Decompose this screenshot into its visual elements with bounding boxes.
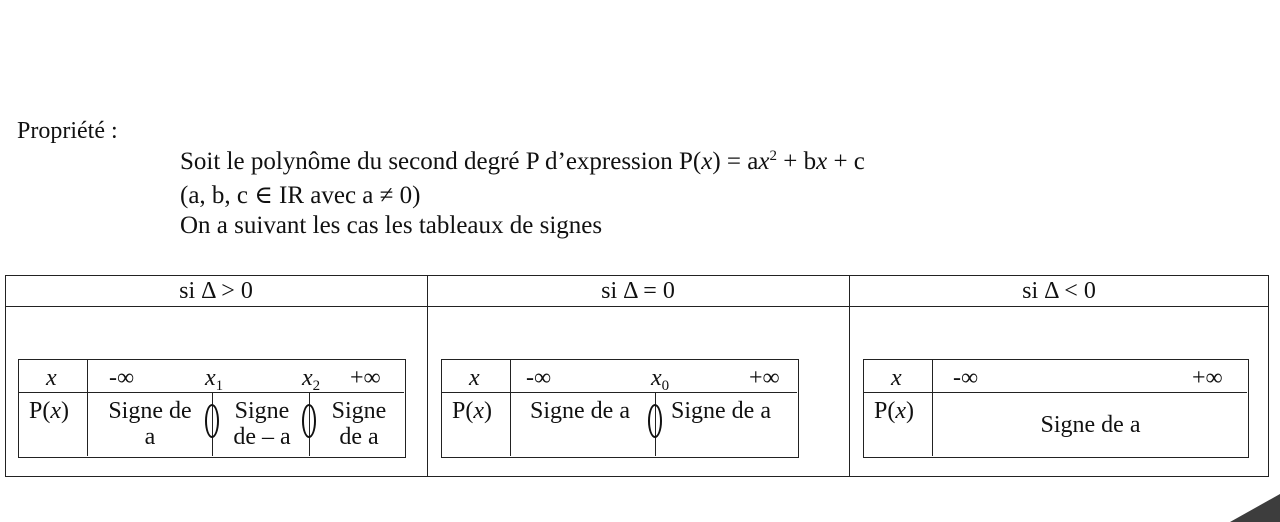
zero-mark-2 xyxy=(302,404,316,438)
table-row-divider xyxy=(442,392,797,393)
statement-line-1: Soit le polynôme du second degré P d’expression $P(x) = ax^2$ + bx + c xyxy=(180,148,865,175)
x-label: x xyxy=(46,365,57,391)
zero-mark-1 xyxy=(205,404,219,438)
p-of-x-label: P(x) xyxy=(452,398,492,424)
case-divider-2 xyxy=(849,275,850,477)
sign-cell-3: Signe de a xyxy=(331,398,387,450)
p-of-x-label: P(x) xyxy=(29,398,69,424)
plus-infinity: +∞ xyxy=(1192,365,1223,391)
zero-mark xyxy=(648,404,662,438)
case-header-negative: si Δ < 0 xyxy=(1022,278,1096,304)
plus-infinity: +∞ xyxy=(350,365,381,391)
sign-table-zero xyxy=(441,359,799,458)
sign-cell-2: Signe de – a xyxy=(233,398,291,450)
root-x0: $x_0$ xyxy=(651,365,670,394)
cases-header-divider xyxy=(5,306,1269,307)
sign-table-negative xyxy=(863,359,1249,458)
property-label: Propriété : xyxy=(17,118,118,144)
table-col-divider xyxy=(510,360,511,456)
minus-infinity: -∞ xyxy=(953,365,979,391)
x-label: x xyxy=(891,365,902,391)
sign-cell-1: Signe de a xyxy=(108,398,192,450)
minus-infinity: -∞ xyxy=(526,365,552,391)
minus-infinity: -∞ xyxy=(109,365,135,391)
sign-cell-right: Signe de a xyxy=(671,398,771,424)
plus-infinity: +∞ xyxy=(749,365,780,391)
case-header-positive: si Δ > 0 xyxy=(179,278,253,304)
root-x2: $x_2$ xyxy=(302,365,321,394)
statement-line-3: On a suivant les cas les tableaux de signes xyxy=(180,212,603,239)
case-divider-1 xyxy=(427,275,428,477)
table-col-divider xyxy=(932,360,933,456)
x-label: x xyxy=(469,365,480,391)
case-header-zero: si Δ = 0 xyxy=(601,278,675,304)
statement-line-2: (a, b, c ∈ IR avec a ≠ 0) xyxy=(180,182,421,209)
p-of-x-label: P(x) xyxy=(874,398,914,424)
page-curl-corner xyxy=(1230,494,1280,522)
table-col-divider xyxy=(87,360,88,456)
sign-cell-left: Signe de a xyxy=(530,398,630,424)
sign-cell: Signe de a xyxy=(1040,412,1141,438)
root-x1: $x_1$ xyxy=(205,365,224,394)
table-row-divider xyxy=(864,392,1247,393)
sign-table-positive xyxy=(18,359,406,458)
